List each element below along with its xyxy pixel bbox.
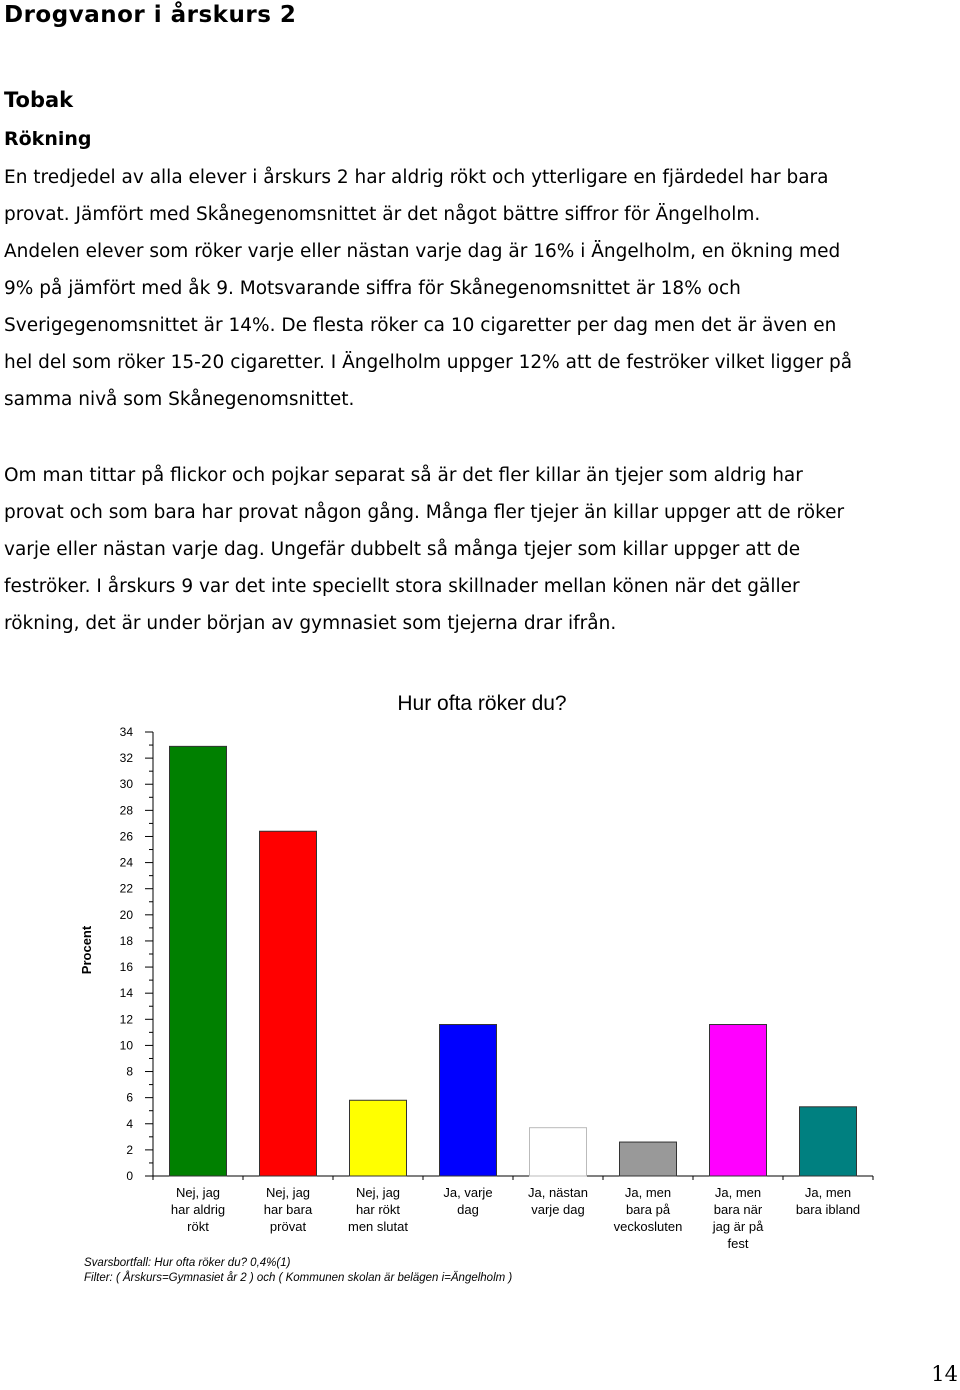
bar [620,1142,677,1176]
category-label-line: Ja, men [624,1185,672,1200]
category-label-line: men slutat [348,1219,408,1234]
y-tick-label: 24 [119,855,133,870]
paragraph-line: Om man tittar på flickor och pojkar separat så är det fler killar än tjejer som aldrig har [4,465,803,486]
category-label [614,1185,683,1234]
paragraph-line: feströker. I årskurs 9 var det inte speciellt stora skillnader mellan könen när det gäller [4,576,800,597]
y-tick-label: 0 [126,1169,133,1183]
chart-bars [170,746,857,1176]
section-heading: Tobak [4,88,74,112]
bar [260,831,317,1176]
category-label-line: fest [727,1236,749,1251]
category-label-line: Nej, jag [265,1185,311,1200]
paragraph-line: varje eller nästan varje dag. Ungefär dubbelt så många tjejer som killar uppger att de [4,539,801,560]
paragraph-line: provat. Jämfört med Skånegenomsnittet är det något bättre siffror för Ängelholm. [4,204,761,225]
paragraph-line: Andelen elever som röker varje eller nästan varje dag är 16% i Ängelholm, en ökning med [4,241,841,262]
y-tick-label: 14 [119,986,133,1001]
y-tick-label: 34 [119,725,133,739]
category-label-line: Ja, men [804,1185,852,1200]
chart-title: Hur ofta röker du? [397,692,567,715]
y-tick-label: 18 [119,933,133,948]
paragraph-line: samma nivå som Skånegenomsnittet. [4,389,355,410]
page-number: 14 [931,1362,958,1386]
category-label-line: Nej, jag [175,1185,221,1200]
page-title: Drogvanor i årskurs 2 [4,2,297,28]
paragraph-line: 9% på jämfört med åk 9. Motsvarande siffra för Skånegenomsnittet är 18% och [4,278,741,299]
y-tick-label: 10 [119,1038,133,1053]
category-label-line: rökt [187,1219,209,1234]
category-label-line: varje dag [531,1202,585,1217]
bar [350,1100,407,1176]
bar [800,1107,857,1176]
bar [530,1128,587,1176]
y-tick-label: 2 [126,1142,133,1157]
category-label [528,1185,588,1217]
category-label-line: dag [457,1202,479,1217]
bar [170,746,227,1176]
y-tick-label: 4 [126,1116,133,1131]
nonresponse-note: Svarsbortfall: Hur ofta röker du? 0,4%(1) [84,1257,291,1269]
category-label-line: Nej, jag [355,1185,401,1200]
y-tick-label: 22 [119,881,133,896]
subsection-heading: Rökning [4,128,92,150]
category-label-line: har rökt [355,1202,401,1217]
paragraph-line: Sverigegenomsnittet är 14%. De flesta röker ca 10 cigaretter per dag men det är även en [4,315,837,336]
category-label [348,1185,408,1234]
category-label-line: bara när [713,1202,763,1217]
category-label-line: har aldrig [170,1202,226,1217]
bar [440,1025,497,1176]
category-label-line: bara på [625,1202,671,1217]
y-tick-label: 16 [119,960,133,975]
y-tick-label: 20 [119,907,133,922]
y-tick-label: 26 [119,829,133,844]
category-label [712,1185,764,1251]
y-axis-label: Procent [79,925,94,975]
paragraph-line: provat och som bara har provat någon gång. Många fler tjejer än killar uppger att de röker [4,502,845,523]
filter-note: Filter: ( Årskurs=Gymnasiet år 2 ) och ( Kommunen skolan är belägen i=Ängelholm ) [84,1272,513,1284]
y-tick-label: 28 [119,803,133,818]
category-labels [171,1185,860,1251]
category-label-line: prövat [269,1219,307,1234]
category-label [264,1185,313,1234]
category-label [171,1185,225,1234]
paragraph-2 [4,457,960,642]
category-label-line: Ja, varje [443,1185,493,1200]
y-tick-label: 32 [119,751,133,766]
category-label [443,1185,492,1217]
paragraph-line: rökning, det är under början av gymnasiet som tjejerna drar ifrån. [4,613,617,634]
paragraph-line: En tredjedel av alla elever i årskurs 2 har aldrig rökt och ytterligare en fjärdedel har bara [4,167,829,188]
category-label-line: Ja, men [714,1185,762,1200]
category-label-line: veckosluten [613,1219,683,1234]
category-label-line: har bara [263,1202,313,1217]
y-tick-label: 8 [126,1064,133,1079]
bar [710,1025,767,1176]
y-tick-label: 30 [119,777,133,792]
category-label-line: jag är på [712,1219,764,1234]
y-tick-label: 6 [126,1090,133,1105]
y-tick-label: 12 [119,1012,133,1027]
category-label-line: bara ibland [795,1202,861,1217]
bar-chart [0,680,960,1260]
paragraph-1 [4,159,960,418]
category-label-line: Ja, nästan [528,1185,588,1200]
paragraph-line: hel del som röker 15-20 cigaretter. I Ängelholm uppger 12% att de feströker vilket ligger på [4,352,853,373]
category-label [796,1185,860,1217]
